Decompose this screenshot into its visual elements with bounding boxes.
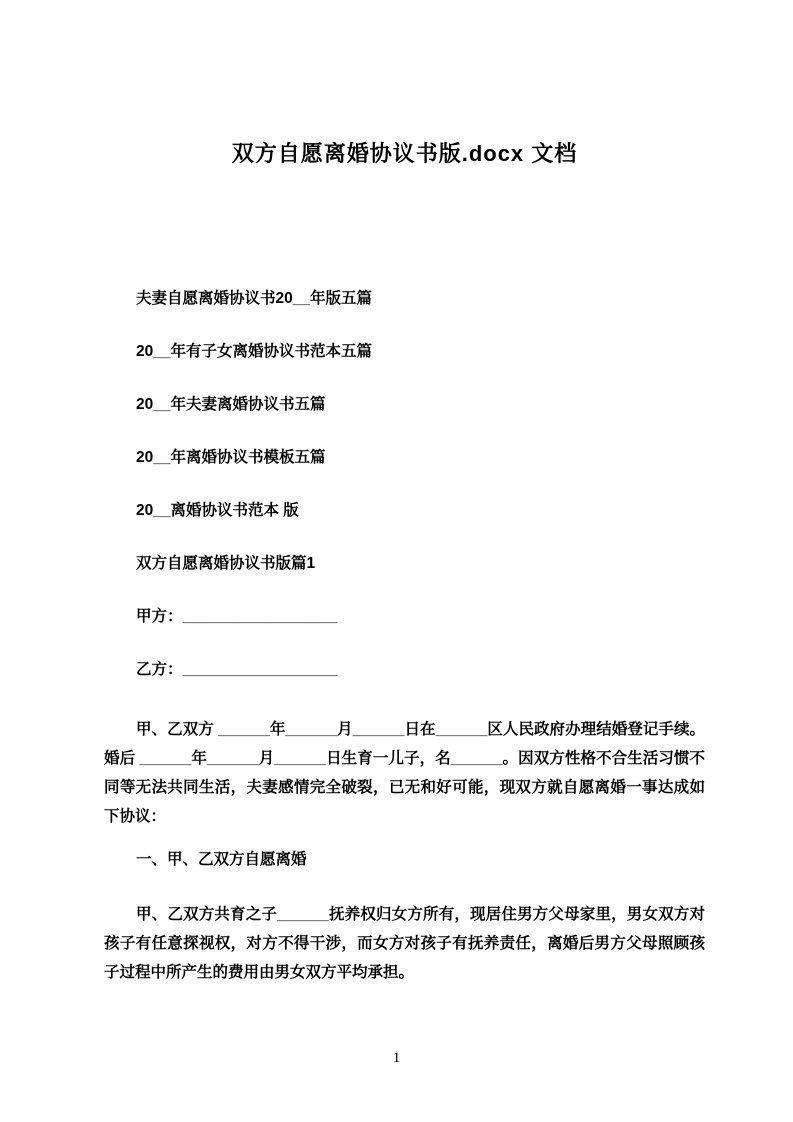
- list-item-title-1: 夫妻自愿离婚协议书20__年版五篇: [136, 290, 372, 307]
- list-item-title-5: 20__离婚协议书范本 版: [136, 502, 299, 519]
- list-item-title-3: 20__年夫妻离婚协议书五篇: [136, 396, 326, 413]
- page-number: 1: [392, 1050, 401, 1066]
- paragraph-marriage-info: 甲、乙双方 ______年______月______日在______区人民政府办理结婚登记手续。婚后 ______年______月______日生育一儿子，名______。因双方性格不合生活习惯不同等无法共同生活，夫妻感情完全破裂，已无和好可能，现双方就自愿离婚一事达成如下协议：: [104, 721, 705, 825]
- document-title: 双方自愿离婚协议书版.docx 文档: [231, 141, 578, 166]
- list-item-title-2: 20__年有子女离婚协议书范本五篇: [136, 343, 372, 360]
- party-b-line: 乙方：__________________: [136, 661, 338, 678]
- list-item-subtitle: 双方自愿离婚协议书版篇1: [136, 555, 316, 572]
- party-a-line: 甲方：__________________: [136, 608, 338, 625]
- paragraph-custody-terms: 甲、乙双方共育之子______抚养权归女方所有，现居住男方父母家里，男女双方对孩子有任意探视权，对方不得干涉，而女方对孩子有抚养责任，离婚后男方父母照顾孩子过程中所产生的费用由男女双方平均承担。: [104, 906, 705, 981]
- list-item-title-4: 20__年离婚协议书模板五篇: [136, 449, 326, 466]
- section-heading-voluntary-divorce: 一、甲、乙双方自愿离婚: [136, 851, 307, 868]
